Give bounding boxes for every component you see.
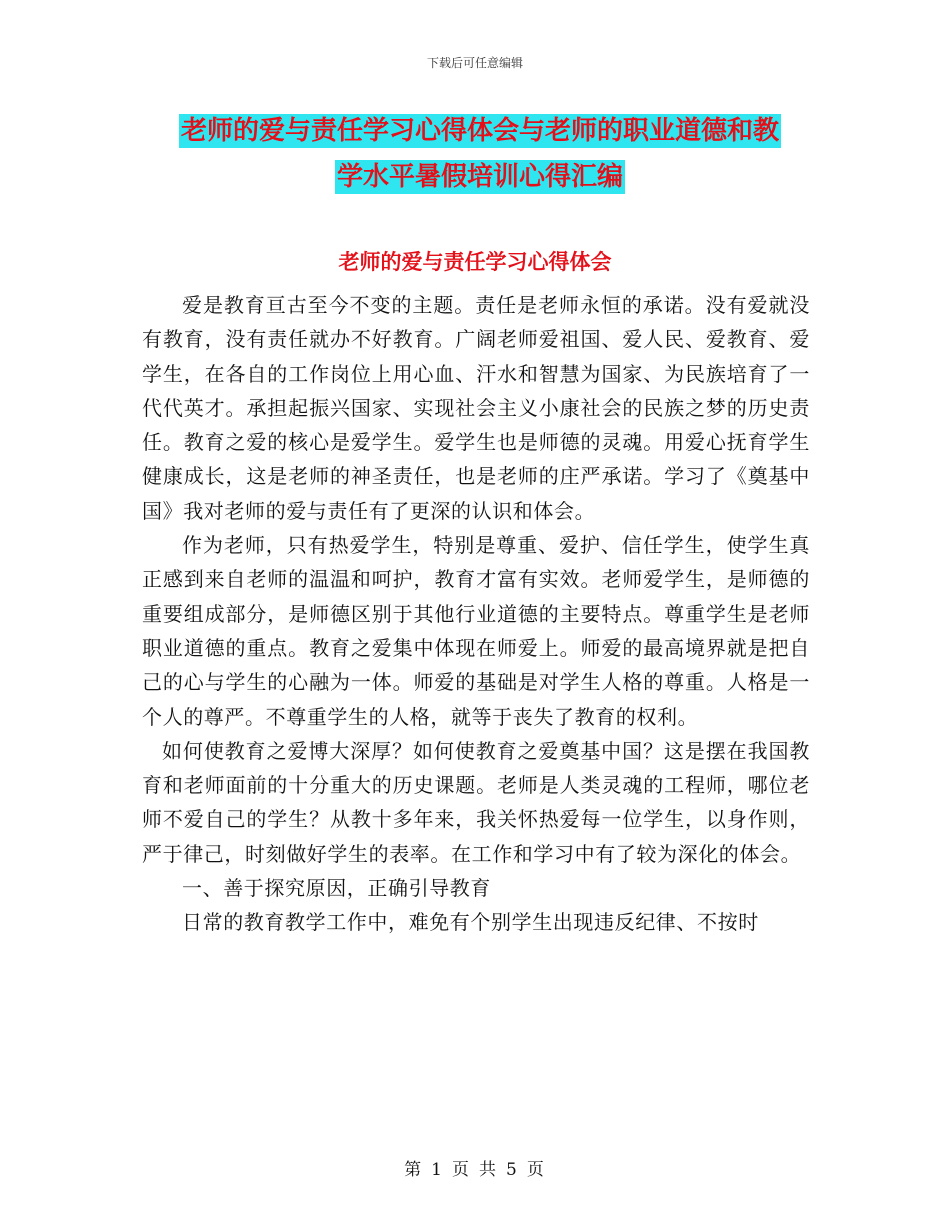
- section-title: 老师的爱与责任学习心得体会: [338, 250, 612, 274]
- page-label-suffix: 页: [526, 1160, 546, 1180]
- total-label: 共: [479, 1160, 498, 1180]
- total-pages: 5: [506, 1160, 519, 1180]
- paragraph: 如何使教育之爱博大深厚？如何使教育之爱奠基中国？这是摆在我国教育和老师面前的十分重大的历史课题。老师是人类灵魂的工程师，哪位老师不爱自己的学生？从教十多年来，我关怀热爱每一位学生，以身作则，严于律己，时刻做好学生的表率。在工作和学习中有了较为深化的体会。: [142, 738, 810, 866]
- paragraph: 作为老师，只有热爱学生，特别是尊重、爱护、信任学生，使学生真正感到来自老师的温温和呵护，教育才富有实效。老师爱学生，是师德的重要组成部分，是师德区别于其他行业道德的主要特点。尊重学生是老师职业道德的重点。教育之爱集中体现在师爱上。师爱的最高境界就是把自己的心与学生的心融为一体。师爱的基础是对学生人格的尊重。人格是一个人的尊严。不尊重学生的人格，就等于丧失了教育的权利。: [142, 533, 810, 729]
- page-label-prefix: 第: [404, 1160, 424, 1180]
- subheading: 一、善于探究原因，正确引导教育: [182, 876, 491, 901]
- paragraph: 爱是教育亘古至今不变的主题。责任是老师永恒的承诺。没有爱就没有教育，没有责任就办不好教育。广阔老师爱祖国、爱人民、爱教育、爱学生，在各自的工作岗位上用心血、汗水和智慧为国家、为民族培育了一代代英才。承担起振兴国家、实现社会主义小康社会的民族之梦的历史责任。教育之爱的核心是爱学生。爱学生也是师德的灵魂。用爱心抚育学生健康成长，这是老师的神圣责任，也是老师的庄严承诺。学习了《奠基中国》我对老师的爱与责任有了更深的认识和体会。: [142, 293, 810, 523]
- page-footer: [0, 1155, 950, 1180]
- document-title-line-1: 老师的爱与责任学习心得体会与老师的职业道德和教: [180, 116, 779, 146]
- header-note: 下载后可任意编辑: [426, 56, 523, 70]
- page-label-mid: 页: [452, 1160, 471, 1180]
- document-title-line-2: 学水平暑假培训心得汇编: [336, 162, 623, 192]
- document-title: [150, 108, 810, 200]
- document-body: [142, 288, 810, 940]
- paragraph: 日常的教育教学工作中，难免有个别学生出现违反纪律、不按时: [182, 910, 759, 935]
- page-number: 1: [431, 1160, 444, 1180]
